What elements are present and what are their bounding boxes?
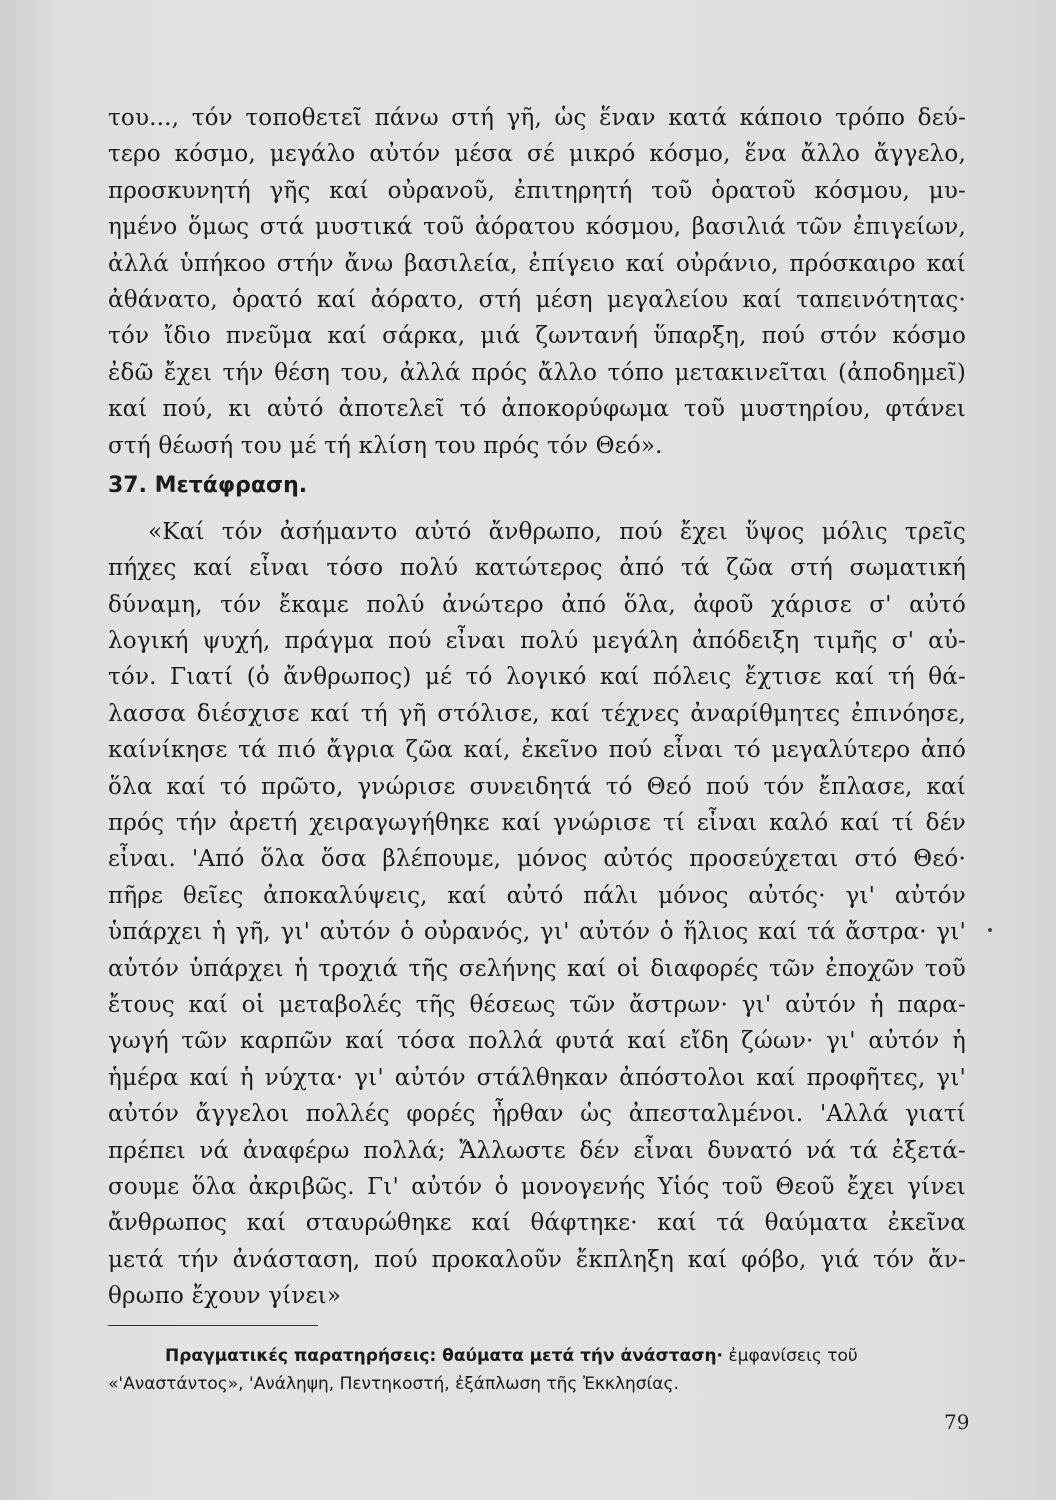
text-line: αὐτόν ἄγγελοι πολλές φορές ἦρθαν ὡς ἀπεσταλμένοι. 'Αλλά γιατί: [108, 1101, 966, 1128]
section-heading: 37. Μετάφραση.: [108, 472, 308, 498]
text-line: του..., τόν τοποθετεῖ πάνω στή γῆ, ὡς ἕναν κατά κάποιο τρόπο δεύ-: [108, 105, 966, 131]
text-line: «Καί τόν ἀσήμαντο αὐτό ἄνθρωπο, πού ἔχει ὕψος μόλις τρεῖς: [148, 518, 966, 545]
text-line: ημένο ὅμως στά μυστικά τοῦ ἀόρατου κόσμου, βασιλιά τῶν ἐπιγείων,: [108, 214, 966, 241]
text-line: τόν. Γιατί (ὁ ἄνθρωπος) μέ τό λογικό καί πόλεις ἔχτισε καί τή θά-: [108, 664, 966, 691]
text-line: σουμε ὅλα ἀκριβῶς. Γι' αὐτόν ὁ μονογενής Υἱός τοῦ Θεοῦ ἔχει γίνει: [108, 1173, 966, 1200]
footnote-text: ἐμφανίσεις τοῦ: [723, 1346, 858, 1366]
paragraph-continuation: [108, 100, 966, 464]
text-line: γωγή τῶν καρπῶν καί τόσα πολλά φυτά καί εἴδη ζώων· γι' αὐτόν ἡ: [108, 1028, 966, 1055]
text-line: λασσα διέσχισε καί τή γῆ στόλισε, καί τέχνες ἀναρίθμητες ἐπινόησε,: [108, 700, 966, 727]
text-line: λογική ψυχή, πράγμα πού εἶναι πολύ μεγάλη ἀπόδειξη τιμῆς σ' αὐ-: [108, 628, 966, 655]
text-line: αὐτόν ὑπάρχει ἡ τροχιά τῆς σελήνης καί οἱ διαφορές τῶν ἐποχῶν τοῦ: [108, 955, 966, 982]
text-line: δύναμη, τόν ἔκαμε πολύ ἀνώτερο ἀπό ὅλα, ἀφοῦ χάρισε σ' αὐτό: [108, 591, 966, 618]
ink-speck: [988, 928, 992, 932]
page-number: 79: [944, 1410, 970, 1434]
translation-paragraph: [108, 514, 966, 1315]
text-line: τερο κόσμο, μεγάλο αὐτόν μέσα σέ μικρό κόσμο, ἕνα ἄλλο ἄγγελο,: [108, 141, 966, 168]
footnote-divider: [108, 1325, 318, 1326]
text-line: ὅλα καί τό πρῶτο, γνώρισε συνειδητά τό Θεό πού τόν ἔπλασε, καί: [108, 773, 966, 800]
text-line: πρέπει νά ἀναφέρω πολλά; Ἄλλωστε δέν εἶναι δυνατό νά τά ἐξετά-: [108, 1137, 966, 1164]
text-line: ἀλλά ὑπήκοο στήν ἄνω βασιλεία, ἐπίγειο καί οὐράνιο, πρόσκαιρο καί: [108, 250, 966, 277]
text-line: ἔτους καί οἱ μεταβολές τῆς θέσεως τῶν ἄστρων· γι' αὐτόν ἡ παρα-: [108, 991, 966, 1018]
text-line: προσκυνητή γῆς καί οὐρανοῦ, ἐπιτηρητή τοῦ ὁρατοῦ κόσμου, μυ-: [108, 177, 966, 204]
text-line: μετά τήν ἀνάσταση, πού προκαλοῦν ἔκπληξη καί φόβο, γιά τόν ἄν-: [108, 1246, 966, 1273]
text-line: καί πού, κι αὐτό ἀποτελεῖ τό ἀποκορύφωμα τοῦ μυστηρίου, φτάνει: [108, 396, 966, 423]
footnote-text: «'Αναστάντος», 'Ανάληψη, Πεντηκοστή, ἐξάπλωση τῆς Ἐκκλησίας.: [108, 1374, 679, 1394]
text-line: τόν ἴδιο πνεῦμα καί σάρκα, μιά ζωντανή ὕπαρξη, πού στόν κόσμο: [108, 323, 966, 350]
text-line: ἀθάνατο, ὁρατό καί ἀόρατο, στή μέση μεγαλείου καί ταπεινότητας·: [108, 286, 966, 313]
text-line: πήχες καί εἶναι τόσο πολύ κατώτερος ἀπό τά ζῶα στή σωματική: [108, 555, 966, 582]
text-line: πρός τήν ἀρετή χειραγωγήθηκε καί γνώρισε τί εἶναι καλό καί τί δέν: [108, 810, 966, 837]
text-line: θρωπο ἔχουν γίνει»: [108, 1283, 342, 1310]
text-line: ἡμέρα καί ἡ νύχτα· γι' αὐτόν στάλθηκαν ἀπόστολοι καί προφῆτες, γι': [108, 1064, 966, 1091]
footnote: [108, 1342, 970, 1398]
text-line: ἄνθρωπος καί σταυρώθηκε καί θάφτηκε· καί τά θαύματα ἐκεῖνα: [108, 1210, 966, 1237]
text-line: στή θέωσή του μέ τή κλίση του πρός τόν Θεό».: [108, 432, 663, 459]
text-line: εἶναι. 'Από ὅλα ὅσα βλέπουμε, μόνος αὐτός προσεύχεται στό Θεό·: [108, 846, 966, 873]
main-text: [108, 100, 966, 1315]
footnote-title: Πραγματικές παρατηρήσεις: θαύματα μετά τήν ἀνάσταση·: [165, 1346, 724, 1366]
text-line: πῆρε θεῖες ἀποκαλύψεις, καί αὐτό πάλι μόνος αὐτός· γι' αὐτόν: [108, 882, 966, 909]
text-line: καίνίκησε τά πιό ἄγρια ζῶα καί, ἐκεῖνο πού εἶναι τό μεγαλύτερο ἀπό: [108, 737, 966, 764]
text-line: ἐδῶ ἔχει τήν θέση του, ἀλλά πρός ἄλλο τόπο μετακινεῖται (ἀποδημεῖ): [108, 359, 966, 386]
text-line: ὑπάρχει ἡ γῆ, γι' αὐτόν ὁ οὐρανός, γι' αὐτόν ὁ ἥλιος καί τά ἄστρα· γι': [108, 919, 966, 946]
